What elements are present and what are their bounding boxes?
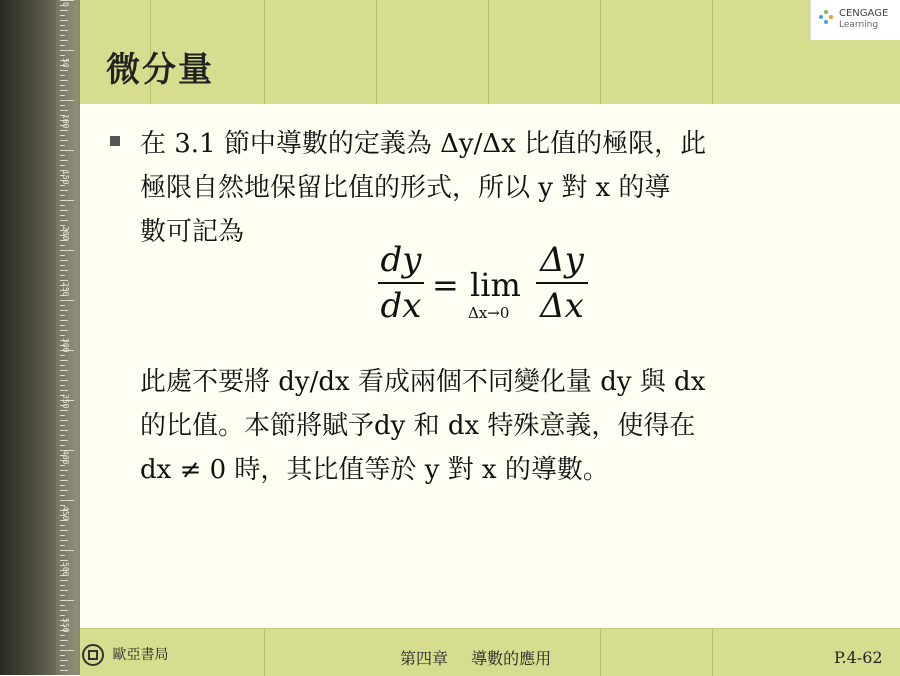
ruler-tick <box>60 0 74 1</box>
grid-line <box>712 629 713 676</box>
ruler-tick <box>60 605 65 606</box>
ruler-tick <box>60 415 65 416</box>
ruler-tick <box>60 385 65 386</box>
ruler-tick <box>60 150 74 151</box>
ruler-tick <box>60 200 74 201</box>
ruler-tick <box>60 265 65 266</box>
slide-title: 微分量 <box>106 50 214 90</box>
ruler-tick <box>60 20 68 21</box>
ruler-tick <box>60 190 68 191</box>
ruler-tick <box>60 525 65 526</box>
ruler-tick <box>60 365 65 366</box>
ruler-tick <box>60 25 65 26</box>
rhs-denominator: Δx <box>540 286 584 326</box>
ruler-tick <box>60 205 65 206</box>
ruler-tick <box>60 160 68 161</box>
paragraph-line: 在 3.1 節中導數的定義為 Δy/Δx 比值的極限，此 <box>140 129 707 159</box>
ruler-tick <box>60 210 68 211</box>
ruler-label: 200 <box>61 226 70 241</box>
ruler-tick <box>60 100 74 101</box>
rhs-fraction <box>536 240 588 326</box>
ruler-tick <box>60 600 74 601</box>
ruler-tick <box>60 45 65 46</box>
ruler-tick <box>60 40 68 41</box>
ruler-label: 50 <box>61 58 70 68</box>
ruler-tick <box>60 215 65 216</box>
ruler-tick <box>60 245 65 246</box>
grid-line <box>600 629 601 676</box>
ruler-tick <box>60 465 65 466</box>
ruler-tick <box>60 35 65 36</box>
ruler-tick <box>60 90 68 91</box>
ruler-tick <box>60 425 65 426</box>
ruler-tick <box>60 615 65 616</box>
paragraph-2 <box>140 360 870 492</box>
ruler-tick <box>60 155 65 156</box>
ruler-tick <box>60 280 68 281</box>
ruler-tick <box>60 635 65 636</box>
ruler-tick <box>60 585 65 586</box>
ruler-tick <box>60 530 68 531</box>
ruler-tick <box>60 655 65 656</box>
ruler-label: 0 <box>61 2 70 7</box>
paragraph-line: 數可記為 <box>140 217 245 247</box>
ruler-tick <box>60 140 68 141</box>
ruler-tick <box>60 305 65 306</box>
ruler-tick <box>60 220 68 221</box>
ruler-tick <box>60 330 68 331</box>
ruler-tick <box>60 80 68 81</box>
paragraph-line: 極限自然地保留比值的形式，所以 y 對 x 的導 <box>140 173 671 203</box>
ruler-tick <box>60 55 65 56</box>
ruler-label: 100 <box>61 114 70 129</box>
fraction-bar <box>536 282 588 284</box>
ruler-tick <box>60 440 68 441</box>
ruler-tick <box>60 375 65 376</box>
ruler-tick <box>60 370 68 371</box>
ruler-tick <box>60 670 68 671</box>
ruler-tick <box>60 645 65 646</box>
ruler-tick <box>60 165 65 166</box>
ruler-label: 500 <box>61 562 70 577</box>
ruler-tick <box>60 260 68 261</box>
ruler-label: 550 <box>61 618 70 633</box>
cengage-logo <box>810 0 900 40</box>
ruler-label: 150 <box>61 170 70 185</box>
ruler-tick <box>60 480 68 481</box>
ruler-tick <box>60 540 68 541</box>
derivative-formula <box>378 240 598 340</box>
ruler-tick <box>60 85 65 86</box>
publisher-logo-icon <box>82 644 104 666</box>
ruler-tick <box>60 550 74 551</box>
ruler-tick <box>60 10 68 11</box>
ruler-tick <box>60 360 68 361</box>
ruler-tick <box>60 95 65 96</box>
cengage-mark-icon <box>819 10 833 24</box>
grid-line <box>264 0 265 104</box>
logo-brand: CENGAGE <box>839 8 889 19</box>
ruler-tick <box>60 110 68 111</box>
ruler-tick <box>60 270 68 271</box>
ruler-tick <box>60 660 68 661</box>
paragraph-line: dx ≠ 0 時，其比值等於 y 對 x 的導數。 <box>140 455 609 485</box>
ruler-tick <box>60 195 65 196</box>
ruler-tick <box>60 390 68 391</box>
lhs-fraction <box>378 240 424 326</box>
ruler-tick <box>60 535 65 536</box>
ruler-tick <box>60 255 65 256</box>
ruler-tick <box>60 500 74 501</box>
ruler-tick <box>60 130 68 131</box>
ruler-tick <box>60 355 65 356</box>
ruler-tick <box>60 420 68 421</box>
publisher-name: 歐亞書局 <box>112 647 169 663</box>
ruler-tick <box>60 250 74 251</box>
ruler-tick <box>60 410 68 411</box>
fraction-bar <box>378 282 424 284</box>
ruler-tick <box>60 70 68 71</box>
ruler-tick <box>60 75 65 76</box>
ruler-tick <box>60 640 68 641</box>
ruler-tick <box>60 650 74 651</box>
page-number: P.4-62 <box>834 648 883 667</box>
ruler-tick <box>60 590 68 591</box>
ruler-label: 450 <box>61 506 70 521</box>
grid-line <box>376 0 377 104</box>
ruler-tick <box>60 580 68 581</box>
ruler-tick <box>60 555 65 556</box>
paragraph-line: 的比值。本節將賦予dy 和 dx 特殊意義，使得在 <box>140 411 696 441</box>
ruler-tick <box>60 105 65 106</box>
ruler-tick <box>60 490 68 491</box>
ruler-tick <box>60 445 65 446</box>
paragraph-1 <box>140 122 870 254</box>
logo-sub: Learning <box>839 20 879 30</box>
ruler-tick <box>60 610 68 611</box>
grid-line <box>488 0 489 104</box>
limit-operator: lim <box>470 266 521 304</box>
ruler-tick <box>60 275 65 276</box>
ruler-label: 250 <box>61 282 70 297</box>
ruler-tick <box>60 485 65 486</box>
ruler-tick <box>60 310 68 311</box>
ruler-tick <box>60 185 65 186</box>
lhs-numerator: dy <box>380 240 422 280</box>
bullet-icon <box>110 136 120 146</box>
ruler-tick <box>60 135 65 136</box>
ruler-label: 350 <box>61 394 70 409</box>
ruler-tick <box>60 495 65 496</box>
ruler-tick <box>60 475 65 476</box>
ruler-tick <box>60 545 65 546</box>
chapter-label: 第四章 導數的應用 <box>400 649 552 668</box>
publisher <box>82 644 168 666</box>
ruler-tick <box>60 335 65 336</box>
ruler-tick <box>60 30 68 31</box>
ruler-tick <box>60 15 65 16</box>
grid-line <box>712 0 713 104</box>
lhs-denominator: dx <box>380 286 422 326</box>
equals-sign: = <box>432 266 459 304</box>
ruler-tick <box>60 470 68 471</box>
ruler-tick <box>60 435 65 436</box>
ruler-tick <box>60 300 74 301</box>
ruler-tick <box>60 665 65 666</box>
ruler-tick <box>60 145 65 146</box>
ruler-tick <box>60 380 68 381</box>
ruler-tick <box>60 315 65 316</box>
ruler-tick <box>60 320 68 321</box>
ruler-tick <box>60 560 68 561</box>
left-ruler <box>0 0 80 675</box>
limit-subscript: Δx→0 <box>468 304 510 322</box>
ruler-label: 300 <box>61 338 70 353</box>
ruler-tick <box>60 430 68 431</box>
paragraph-line: 此處不要將 dy/dx 看成兩個不同變化量 dy 與 dx <box>140 367 706 397</box>
grid-line <box>264 629 265 676</box>
ruler-tick <box>60 50 74 51</box>
ruler-tick <box>60 325 65 326</box>
ruler-tick <box>60 595 65 596</box>
rhs-numerator: Δy <box>540 240 584 280</box>
grid-line <box>600 0 601 104</box>
ruler-label: 400 <box>61 450 70 465</box>
